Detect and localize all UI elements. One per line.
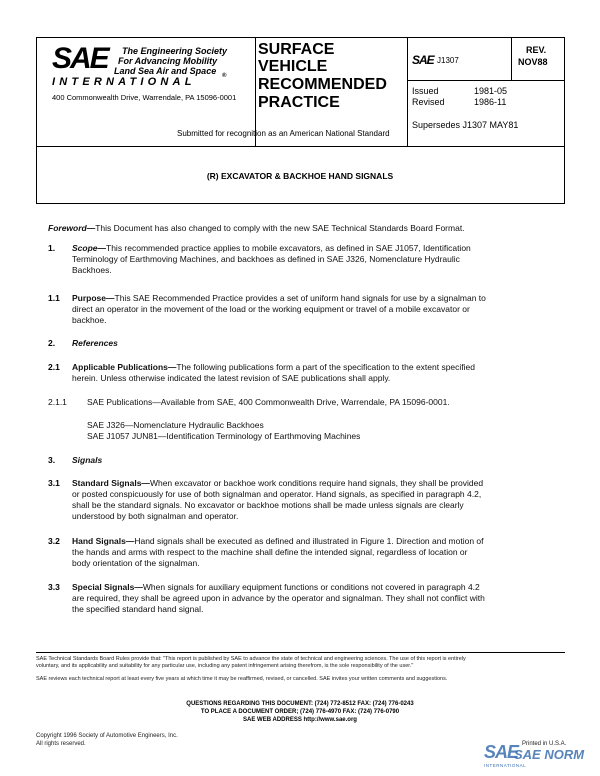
revised-label: Revised <box>412 97 445 107</box>
doc-sae-logo: SAE <box>412 53 434 67</box>
section-1-number: 1. <box>48 243 56 253</box>
questions-contact: QUESTIONS REGARDING THIS DOCUMENT: (724) 772-8512 FAX: (724) 776-0243 <box>186 701 414 707</box>
hand-line2: the hands and arms with respect to the machine shall define the intended signal, regardless of location or <box>72 547 468 557</box>
section-2-1-number: 2.1 <box>48 362 60 372</box>
issued-label: Issued <box>412 86 439 96</box>
sae-publications-line: SAE Publications—Available from SAE, 400 Commonwealth Drive, Warrendale, PA 15096-0001. <box>87 397 450 407</box>
section-3-1-number: 3.1 <box>48 478 60 488</box>
hand-line1: Hand signals shall be executed as defined and illustrated in Figure 1. Direction and motion of <box>134 536 484 546</box>
org-name-line2: For Advancing Mobility <box>118 56 218 66</box>
sae-address: 400 Commonwealth Drive, Warrendale, PA 15096-0001 <box>52 93 237 102</box>
org-name-line3: Land Sea Air and Space <box>114 66 217 76</box>
purpose-line3: backhoe. <box>72 315 107 325</box>
applicable-line2: herein. Unless otherwise indicated the latest revision of SAE publications shall apply. <box>72 373 391 383</box>
reference-j326: SAE J326—Nomenclature Hydraulic Backhoes <box>87 420 264 430</box>
document-title: (R) EXCAVATOR & BACKHOE HAND SIGNALS <box>206 171 394 181</box>
supersedes: Supersedes J1307 MAY81 <box>412 120 519 130</box>
section-3-number: 3. <box>48 455 56 465</box>
purpose-paragraph <box>72 293 486 326</box>
tsb-rules-line1: SAE Technical Standards Board Rules provide that: "This report is published by SAE to advance the state of technical and engineering sciences. The use of this report is entirely <box>36 656 466 662</box>
standard-line2: or posted conspicuously for use of both signalman and operator. Hand signals, as specified in paragraph 4.2, <box>72 489 482 499</box>
watermark-subtext: INTERNATIONAL <box>484 763 527 768</box>
rights-reserved: All rights reserved. <box>36 741 86 747</box>
section-3-3-number: 3.3 <box>48 582 60 592</box>
scope-line2: Terminology of Earthmoving Machines, and backhoes as defined in SAE J326, Nomenclature Hydraulic <box>72 254 460 264</box>
special-line1: When signals for auxiliary equipment functions or conditions not covered in paragraph 4.2 <box>142 582 480 592</box>
submitted-note: Submitted for recognition as an American National Standard <box>177 129 390 138</box>
rev-value: NOV88 <box>518 57 548 67</box>
printed-in: Printed in U.S.A. <box>522 741 567 747</box>
hand-signals-paragraph <box>72 536 484 569</box>
foreword-label: Foreword— <box>48 223 96 233</box>
applicable-publications-paragraph <box>72 362 475 384</box>
watermark-text: SAE NORM <box>514 747 585 762</box>
order-contact: TO PLACE A DOCUMENT ORDER; (724) 776-4970 FAX: (724) 776-0790 <box>200 709 400 715</box>
scope-line3: Backhoes. <box>72 265 112 275</box>
special-signals-label: Special Signals— <box>72 582 143 592</box>
standard-line4: understood by both signalman and operator. <box>72 511 239 521</box>
standard-signals-label: Standard Signals— <box>72 478 150 488</box>
standard-line3: shall be the standard signals. No excavator or backhoe motions shall be made unless signals are clearly <box>72 500 464 510</box>
title-recommended: RECOMMENDED <box>258 76 387 93</box>
watermark-logo: SAE <box>484 742 519 762</box>
rev-label: REV. <box>526 45 547 55</box>
standard-signals-paragraph <box>72 478 483 522</box>
international-label: INTERNATIONAL <box>52 76 196 88</box>
hand-signals-label: Hand Signals— <box>72 536 135 546</box>
foreword-text: This Document has also changed to comply with the new SAE Technical Standards Board Format. <box>95 223 465 233</box>
special-signals-paragraph <box>72 582 485 615</box>
section-1-1-number: 1.1 <box>48 293 60 303</box>
registered-mark: ® <box>222 73 227 79</box>
doc-number: J1307 <box>437 56 459 65</box>
standard-line1: When excavator or backhoe work conditions require hand signals, they shall be provided <box>149 478 484 488</box>
signals-heading: Signals <box>72 455 103 465</box>
title-practice: PRACTICE <box>258 94 340 111</box>
purpose-line1: This SAE Recommended Practice provides a set of uniform hand signals for use by a signalman to <box>114 293 486 303</box>
issued-date: 1981-05 <box>474 86 508 96</box>
header-divider-2 <box>407 38 408 147</box>
title-surface: SURFACE <box>258 41 335 58</box>
purpose-line2: direct an operator in the movement of the load or the working equipment or travel of a mobile excavator or <box>72 304 470 314</box>
header-divider-h <box>407 80 565 81</box>
sae-logo: SAE <box>52 42 108 75</box>
tsb-rules-line2: voluntary, and its applicability and suitability for any particular use, including any patent infringement arising therefrom, is the sole responsibility of the user." <box>36 663 414 669</box>
special-line2: are required, they shall be agreed upon in advance by the operator and signalman. They shall not conflict with <box>72 593 485 603</box>
scope-line1: This recommended practice applies to mobile excavators, as defined in SAE J1057, Identification <box>106 243 471 253</box>
scope-label: Scope— <box>72 243 107 253</box>
purpose-label: Purpose— <box>72 293 115 303</box>
web-address: SAE WEB ADDRESS http://www.sae.org <box>243 717 357 723</box>
section-2-1-1-number: 2.1.1 <box>48 397 67 407</box>
scope-paragraph <box>72 243 471 276</box>
title-vehicle: VEHICLE <box>258 58 328 75</box>
footer-rule <box>36 652 565 653</box>
header-divider-3 <box>511 38 512 80</box>
copyright: Copyright 1996 Society of Automotive Engineers, Inc. <box>36 733 178 739</box>
references-heading: References <box>72 338 118 348</box>
section-3-2-number: 3.2 <box>48 536 60 546</box>
foreword-paragraph <box>48 223 465 234</box>
reference-j1057: SAE J1057 JUN81—Identification Terminology of Earthmoving Machines <box>87 431 361 441</box>
special-line3: the specified standard hand signal. <box>72 604 204 614</box>
review-note: SAE reviews each technical report at least every five years at which time it may be reaffirmed, revised, or cancelled. SAE invites your written comments and suggestions. <box>36 676 448 682</box>
section-2-number: 2. <box>48 338 56 348</box>
org-name-line1: The Engineering Society <box>122 46 228 56</box>
applicable-line1: The following publications form a part of the specification to the extent specified <box>176 362 476 372</box>
applicable-publications-label: Applicable Publications— <box>72 362 177 372</box>
hand-line3: body orientation of the signalman. <box>72 558 200 568</box>
revised-date: 1986-11 <box>474 97 507 107</box>
